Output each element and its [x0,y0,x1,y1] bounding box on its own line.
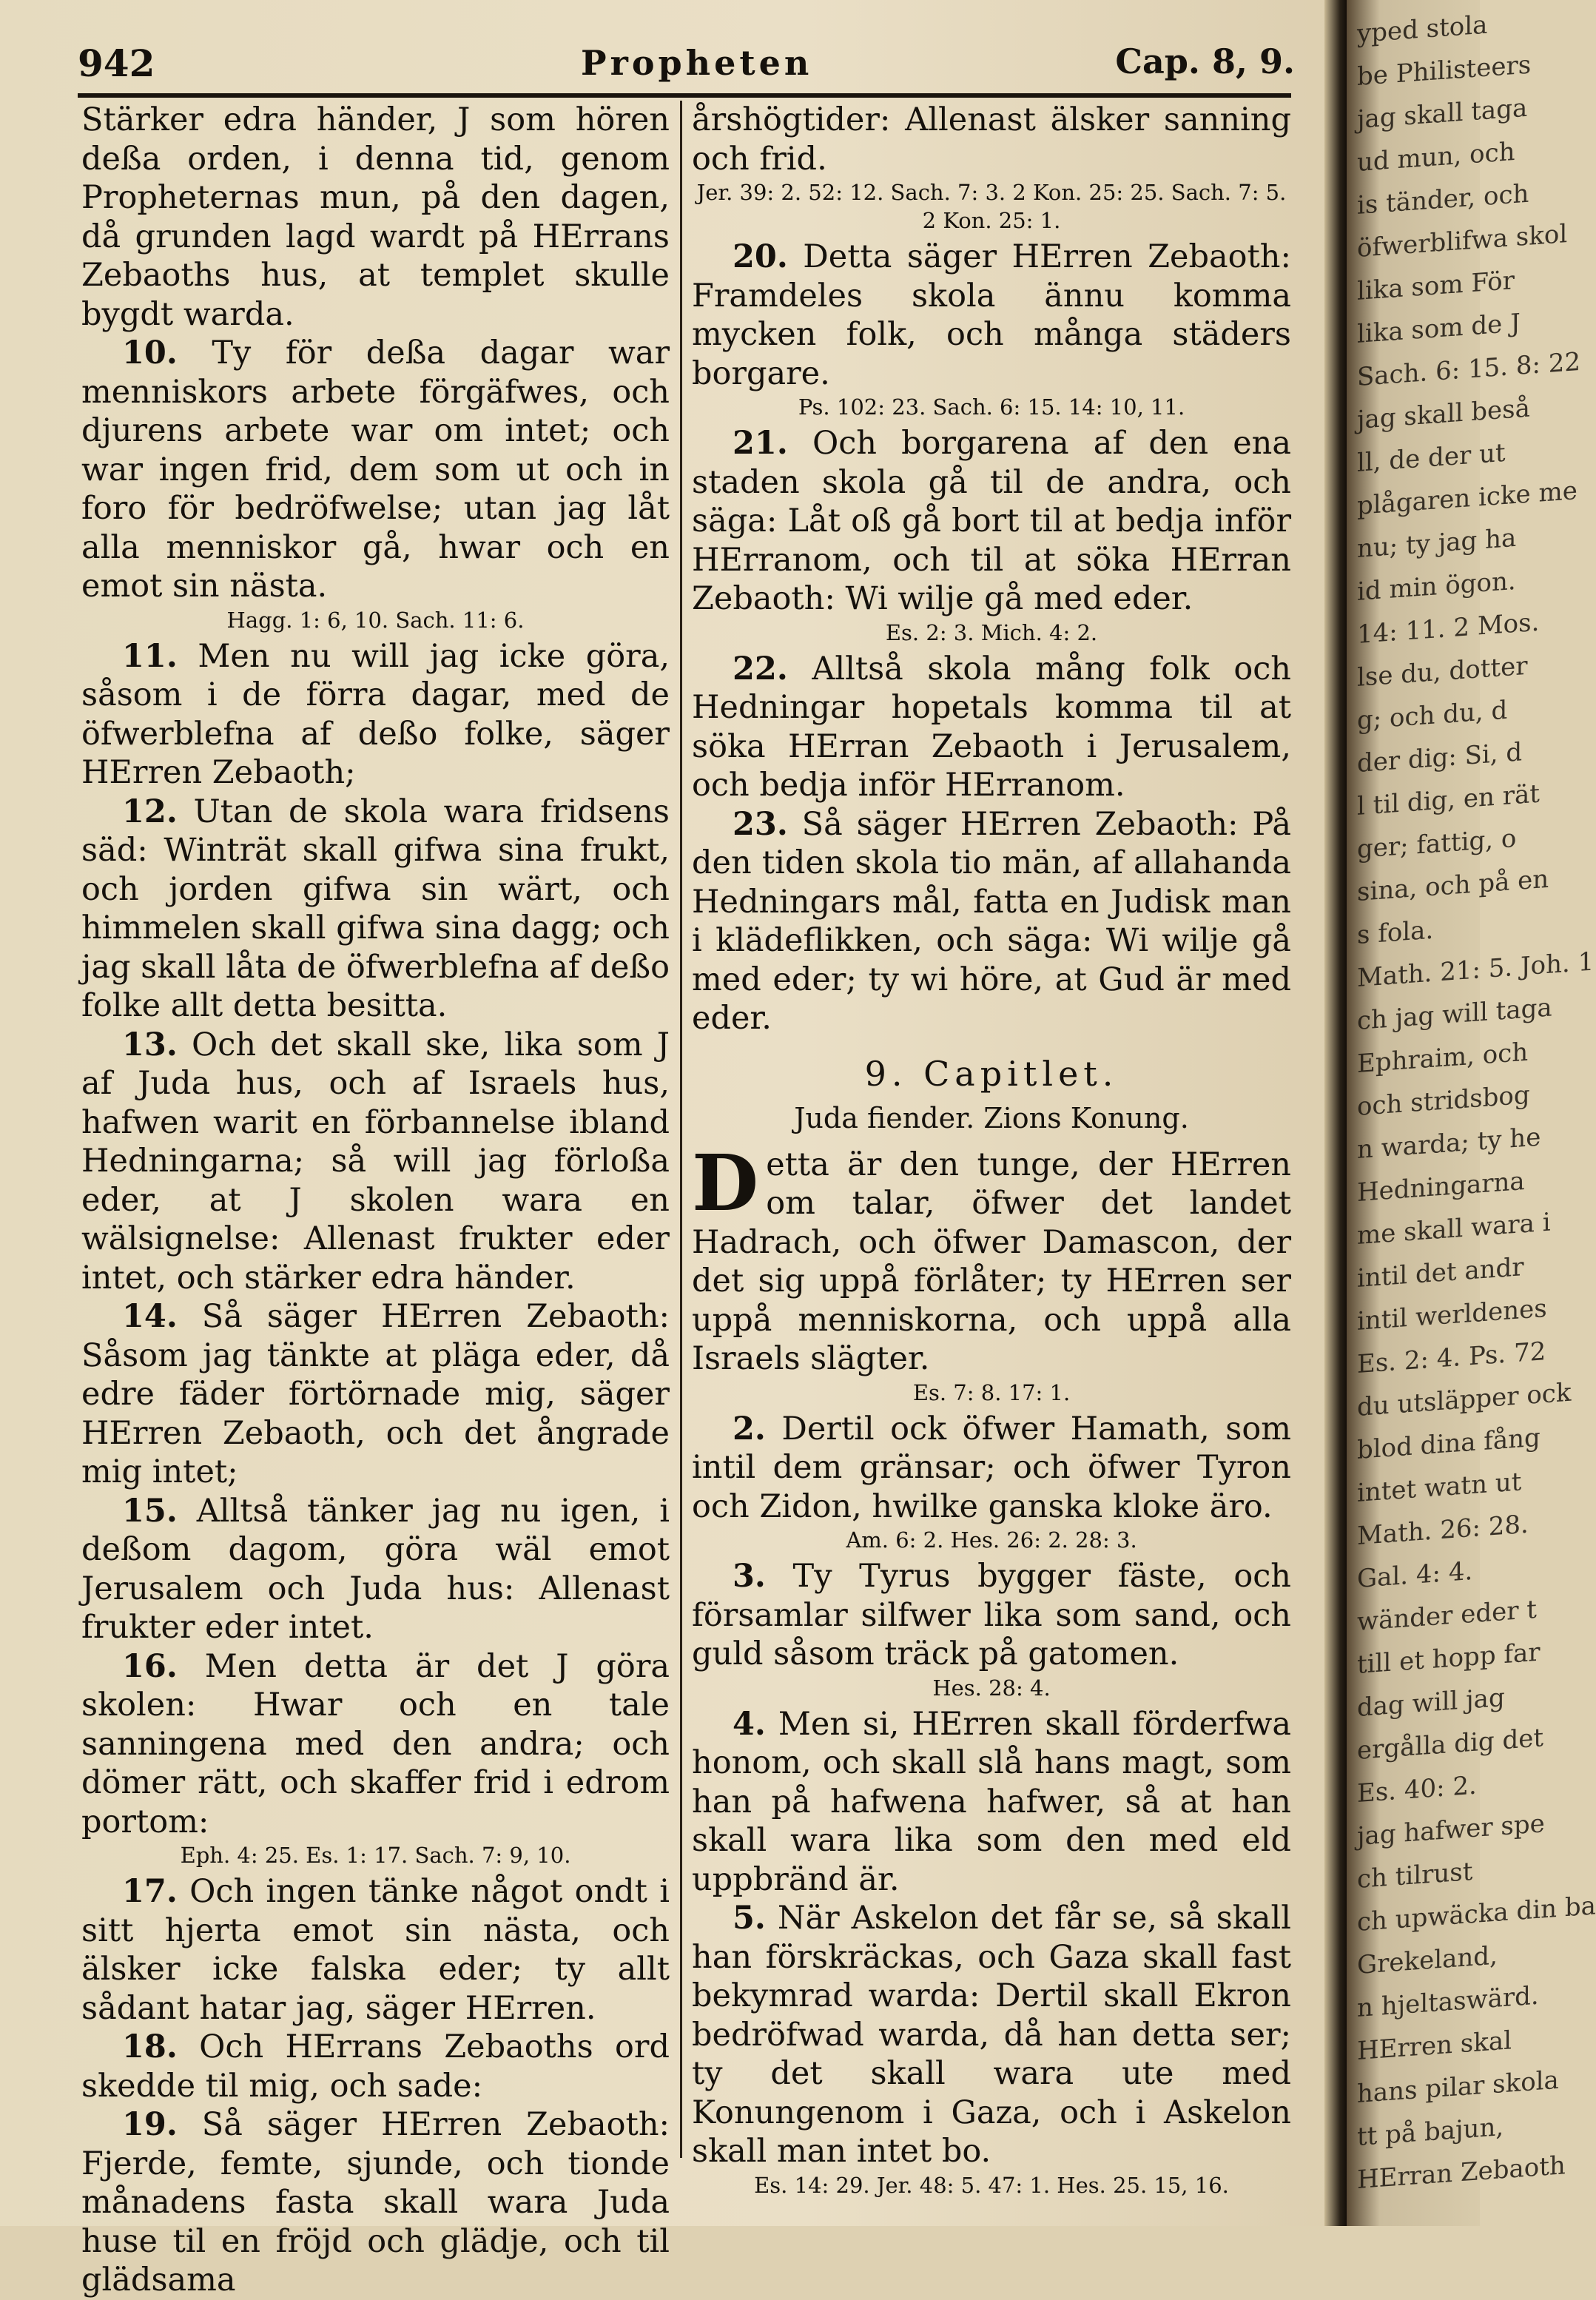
adjacent-page-line: intet watn ut [1357,1467,1522,1508]
chapter-reference: Cap. 8, 9. [1115,41,1295,81]
verse [692,424,1291,619]
cross-references: Hes. 28: 4. [932,1675,1051,1701]
adjacent-page-line: jag skall taga [1357,93,1528,135]
adjacent-page-line: till et hopp far [1357,1637,1541,1680]
adjacent-page-line: Gal. 4: 4. [1357,1556,1473,1594]
adjacent-page-line: plågaren icke me [1357,476,1578,521]
chapter-summary: Juda fiender. Zions Konung. [794,1102,1189,1134]
verse-text: Och borgarena af den ena staden skola gå til de andra, och säga: Låt oß gå bort til at bedja inför HErranom, och til at söka HErran Zebaoth: Wi wilje gå med eder. [692,425,1291,617]
adjacent-page-line: ergålla dig det [1357,1723,1543,1766]
adjacent-page-line: me skall wara i [1357,1207,1551,1251]
adjacent-page-line: is tänder, och [1357,178,1529,221]
verse-text: Men detta är det J göra skolen: Hwar och en tale sanningena med den andra; och dömer rätt, och skaffer frid i edrom portom: [81,1647,670,1840]
verse [692,805,1291,1038]
verse-number: 5. [733,1900,766,1937]
adjacent-page-line: öfwerblifwa skol [1357,219,1568,263]
adjacent-page-line: wänder eder t [1357,1594,1537,1637]
verse-number: 20. [733,238,788,275]
adjacent-page-line: dag will jag [1357,1682,1505,1723]
verse-text: Alltså tänker jag nu igen, i deßom dagom, göra wäl emot Jerusalem och Juda hus: Allenast frukter eder intet. [81,1492,670,1646]
adjacent-page-line: Ephraim, och [1357,1037,1529,1079]
cross-references: Ps. 102: 23. Sach. 6: 15. 14: 10, 11. [798,394,1185,420]
verse-text: Ty för deßa dagar war menniskors arbete förgäfwes, och djurens arbete war om intet; och war ingen frid, dem som ut och in foro för bedröfwelse; utan jag låt alla menniskor gå, hwar och en emot sin nästa. [81,334,670,605]
right-column [692,101,1291,2202]
verse-text: etta är den tunge, der HErren om talar, öfwer det landet Hadrach, och öfwer Damascon, der det sig uppå förlåter; ty HErren ser uppå menniskorna, och uppå alla Israels slägter. [692,1146,1291,1377]
verse [692,1899,1291,2171]
cross-references: Es. 14: 29. Jer. 48: 5. 47: 1. Hes. 25. 15, 16. [754,2172,1229,2198]
verse [81,2105,670,2300]
adjacent-page-line: ud mun, och [1357,137,1515,178]
verse [692,1410,1291,1527]
adjacent-page-line: Math. 26: 28. [1357,1509,1529,1551]
verse-number: 4. [733,1705,766,1743]
verse-text: När Askelon det får se, så skall han förskräckas, och Gaza skall fast bekymrad warda: Dertil skall Ekron bedröfwad warda, då han detta ser; ty det skall wara ute med Konungenom i Gaza, och i Askelon skall man intet bo. [692,1900,1292,2170]
adjacent-page-line: Grekeland, [1357,1940,1498,1980]
chapter-title: 9. Capitlet. [864,1053,1119,1094]
continued-text: årshögtider: Allenast älsker sanning och frid. [692,101,1291,178]
verse [692,1557,1291,1674]
adjacent-page-line: blod dina fång [1357,1422,1541,1465]
verse-number: 11. [122,637,178,675]
verse-number: 23. [733,805,788,843]
verse-number: 17. [122,1873,178,1910]
cross-references: Es. 2: 3. Mich. 4: 2. [885,619,1098,645]
verse-number: 13. [122,1026,178,1063]
verse-text: Och HErrans Zebaoths ord skedde til mig, och sade: [81,2028,670,2105]
adjacent-page-line: der dig: Si, d [1357,737,1523,779]
verse [81,1872,670,2028]
adjacent-page-line: be Philisteers [1357,50,1532,92]
adjacent-page-line: lika som För [1357,266,1515,306]
adjacent-page-line: s fola. [1357,915,1434,950]
verse [81,2028,670,2105]
adjacent-page-line: tt på bajun, [1357,2112,1504,2152]
verse-number: 12. [122,793,178,830]
adjacent-page-line: ch tilrust [1357,1857,1473,1894]
adjacent-page-line: intil werldenes [1357,1293,1547,1336]
adjacent-page-line: jag skall beså [1357,393,1530,435]
book-binding [1324,0,1347,2226]
adjacent-page-line: ch upwäcka din ba [1357,1891,1596,1937]
header-rule [78,93,1291,98]
adjacent-page-line: lse du, dotter [1357,650,1528,693]
verse [81,1492,670,1647]
adjacent-page-line: intil det andr [1357,1252,1524,1294]
verse-number: 16. [122,1647,178,1685]
verse-text: Så säger HErren Zebaoth: På den tiden skola tio män, af allahanda Hedningars mål, fatta en Judisk man i klädeflikken, och säga: Wi wilje gå med eder; ty wi höre, at Gud är med eder. [692,805,1291,1037]
verse-number: 2. [733,1410,766,1447]
verse-number: 19. [122,2106,178,2143]
verse [692,1705,1291,1900]
adjacent-page-line: n hjeltaswärd. [1357,1980,1539,2023]
adjacent-page-line: Math. 21: 5. Joh. 1 [1357,946,1595,993]
verse-text: Utan de skola wara fridsens säd: Winträt skall gifwa sina frukt, och jorden gifwa sin wärt, och himmelen skall gifwa sina dagg; och jag skall låta de öfwerblefna af deßo folke allt detta besitta. [81,793,670,1024]
adjacent-page-line: Es. 40: 2. [1357,1770,1477,1809]
adjacent-page-line: Sach. 6: 15. 8: 22 [1357,346,1581,392]
cross-references: Hagg. 1: 6, 10. Sach. 11: 6. [226,607,525,633]
running-title: Propheten [581,43,813,83]
verse-text: Och ingen tänke något ondt i sitt hjerta emot sin nästa, och älsker icke falska eder; ty allt sådant hatar jag, säger HErren. [81,1873,670,2027]
verse-text: Och det skall ske, lika som J af Juda hus, och af Israels hus, hafwen warit en förbannelse ibland Hedningarna; så will jag förloßa eder, at J skolen wara en wälsignelse: Allenast frukter eder intet, och stärker edra händer. [81,1026,670,1297]
verse [81,1647,670,1842]
verse-text: Alltså skola mång folk och Hedningar hopetals komma til at söka HErran Zebaoth i Jerusalem, och bedja inför HErranom. [692,650,1291,804]
adjacent-page-line: nu; ty jag ha [1357,522,1517,564]
verse [692,650,1291,805]
cross-references: Es. 7: 8. 17: 1. [912,1379,1071,1405]
adjacent-page-line: du utsläpper ock [1357,1377,1572,1422]
verse-number: 14. [122,1298,178,1335]
running-header [78,36,1295,95]
verse-text: Så säger HErren Zebaoth: Fjerde, femte, sjunde, och tionde månadens fasta skall wara Juda huse til en fröjd och glädje, och til glädsama [81,2106,670,2299]
verse [81,793,670,1026]
verse [81,637,670,793]
verse-number: 3. [733,1558,766,1595]
adjacent-page-line: l til dig, en rät [1357,779,1540,821]
verse-1 [692,1137,1291,1379]
adjacent-page-line: lika som de J [1357,308,1521,349]
verse-text: Detta säger HErren Zebaoth: Framdeles skola ännu komma mycken folk, och många städers borgare. [692,238,1291,392]
adjacent-page-line: g; och du, d [1357,695,1508,736]
cross-references: Am. 6: 2. Hes. 26: 2. 28: 3. [846,1527,1137,1553]
adjacent-page-line: ch jag will taga [1357,992,1552,1036]
drop-cap-initial: D [692,1137,759,1228]
verse-text: Så säger HErren Zebaoth: Såsom jag tänkte at pläga eder, då edre fäder förtörnade mig, säger HErren Zebaoth, och det ångrade mig intet; [81,1298,670,1490]
verse [81,1297,670,1492]
verse [692,238,1291,393]
verse-number: 10. [122,334,178,371]
adjacent-page-line: Hedningarna [1357,1166,1525,1208]
continued-text: Stärker edra händer, J som hören deßa orden, i denna tid, genom Propheternas mun, på den dagen, då grunden lagd wardt på HErrans Zebaoths hus, at templet skulle bygdt warda. [81,101,670,333]
adjacent-page-line: jag hafwer spe [1357,1809,1545,1852]
adjacent-page-edge [1347,0,1596,2226]
verse-text: Ty Tyrus bygger fäste, och församlar silfwer lika som sand, och guld såsom träck på gatomen. [692,1558,1291,1672]
verse-number: 21. [733,425,788,462]
page-number: 942 [78,41,155,85]
verse-text: Men nu will jag icke göra, såsom i de förra dagar, med de öfwerblefna af deßo folke, säger HErren Zebaoth; [81,637,670,791]
column-divider [680,101,682,2158]
adjacent-page-line: och stridsbog [1357,1080,1530,1122]
left-column [81,101,670,2300]
adjacent-page-line: hans pilar skola [1357,2065,1559,2109]
adjacent-page-line: HErren skal [1357,2025,1512,2066]
adjacent-page-line: yped stola [1357,10,1488,49]
cross-references: Eph. 4: 25. Es. 1: 17. Sach. 7: 9, 10. [180,1843,571,1868]
verse [81,1026,670,1298]
adjacent-page-line: id min ögon. [1357,565,1516,607]
adjacent-page-line: ger; fattig, o [1357,823,1517,864]
adjacent-page-line: 14: 11. 2 Mos. [1357,607,1540,650]
adjacent-page-line: Es. 2: 4. Ps. 72 [1357,1336,1546,1379]
adjacent-page-line: HErran Zebaoth [1357,2151,1566,2195]
verse-number: 15. [122,1492,178,1530]
adjacent-page-line: n warda; ty he [1357,1122,1541,1165]
adjacent-page-line: ll, de der ut [1357,437,1506,478]
verse-number: 22. [733,650,788,687]
verse-number: 18. [122,2028,178,2065]
cross-references: Jer. 39: 2. 52: 12. Sach. 7: 3. 2 Kon. 25: 25. Sach. 7: 5. 2 Kon. 25: 1. [696,180,1287,233]
verse-text: Dertil ock öfwer Hamath, som intil dem gränsar; och öfwer Tyron och Zidon, hwilke ganska kloke äro. [692,1410,1292,1525]
verse [81,334,670,606]
verse-text: Men si, HErren skall förderfwa honom, och skall slå hans magt, som han på hafwena hafwer, så at han skall wara lika som den med eld uppbränd är. [692,1705,1292,1898]
adjacent-page-line: sina, och på en [1357,864,1549,907]
